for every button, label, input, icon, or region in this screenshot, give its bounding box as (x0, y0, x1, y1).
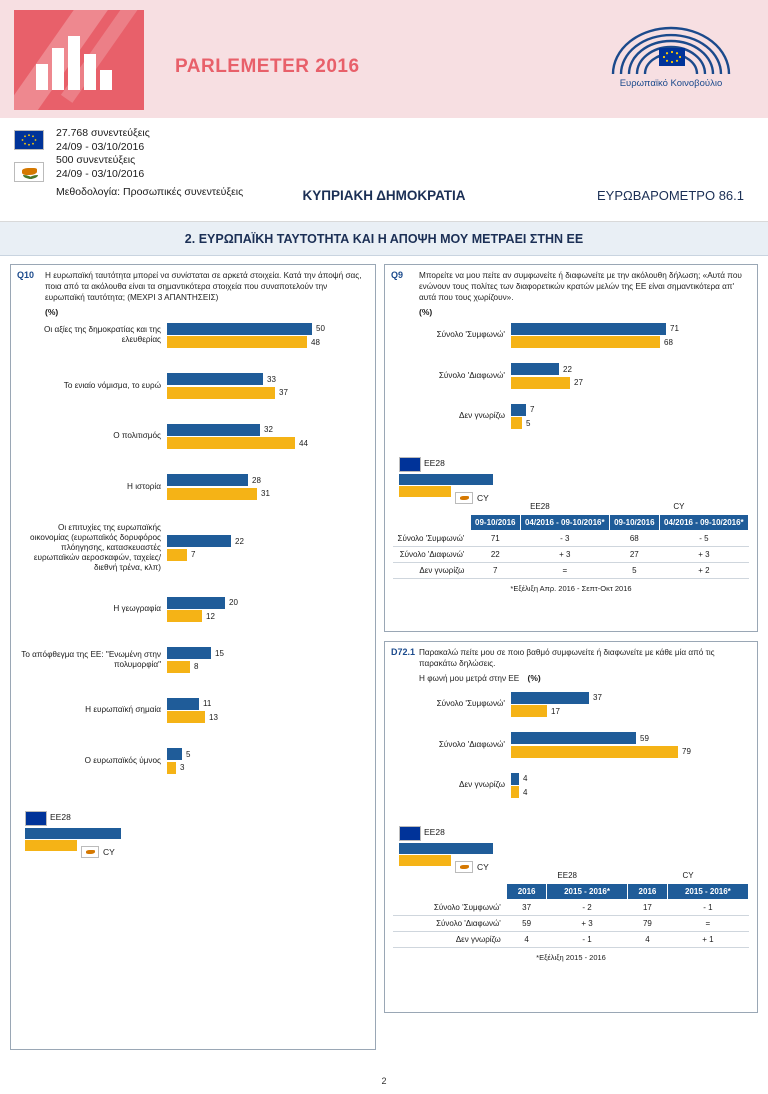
bar-value: 28 (252, 475, 261, 485)
bar-line (511, 404, 751, 416)
table-cell: 68 (609, 531, 659, 547)
q9-code: Q9 (391, 270, 404, 280)
bar-line (167, 323, 369, 335)
bar-line (167, 711, 369, 723)
category-label: Δεν γνωρίζω (459, 780, 505, 790)
european-parliament-logo (596, 24, 746, 89)
bar-value: 7 (191, 550, 196, 560)
category-label: Οι αξίες της δημοκρατίας και της ελευθερίας (44, 325, 161, 345)
legend-bar-cy (399, 486, 451, 497)
bar-line (511, 377, 751, 389)
q10-question: Η ευρωπαϊκή ταυτότητα μπορεί να συνίσταται σε αρκετά στοιχεία. Κατά την άποψή σας, ποια από τα ακόλουθα είναι τα σημαντικότερα στοιχεία που συναποτελούν την ευρωπαϊκή ταυτότητα; (ΜΕΧΡΙ 3 ΑΠΑΝΤΗΣΕΙΣ) (45, 271, 362, 302)
table-row-label: Δεν γνωρίζω (393, 932, 507, 948)
bar-line (167, 597, 369, 609)
ep-logo-label: Ευρωπαϊκό Κοινοβούλιο (619, 78, 723, 89)
bar-line (511, 323, 751, 335)
q9-footnote: *Εξέλιξη Απρ. 2016 - Σεπτ-Οκτ 2016 (510, 584, 632, 593)
chart-row (391, 690, 751, 719)
legend-bar-eu (399, 843, 493, 854)
bar-group (167, 534, 369, 563)
legend-cy-flag-icon (455, 861, 473, 873)
charts-area (0, 256, 768, 1050)
bar-line (167, 535, 369, 547)
bar-cy (167, 387, 275, 399)
bar-line (167, 661, 369, 673)
q10-chart (11, 317, 375, 803)
q9-legend (385, 455, 757, 503)
chart-row (391, 402, 751, 431)
panel-q10 (10, 264, 376, 1050)
eurobarometer-title: ΕΥΡΩΒΑΡΟΜΕΤΡΟ 86.1 (597, 188, 744, 203)
bar-cy (511, 377, 570, 389)
bar-eu28 (511, 363, 559, 375)
table-row-label: Σύνολο 'Διαφωνώ' (393, 547, 470, 563)
q10-unit: (%) (45, 307, 59, 317)
dates-cy: 24/09 - 03/10/2016 (56, 167, 145, 180)
legend-cy-label: CY (477, 861, 489, 872)
bar-eu28 (167, 323, 312, 335)
category-label: Η ευρωπαϊκή σημαία (85, 705, 161, 715)
table-cell: - 1 (667, 900, 748, 916)
table-cell: - 3 (520, 531, 609, 547)
category-label: Ο ευρωπαϊκός ύμνος (84, 755, 161, 765)
bar-eu28 (511, 692, 589, 704)
bar-line (167, 698, 369, 710)
table-group-header: CY (682, 870, 694, 880)
eu-flag-icon (14, 130, 44, 150)
bar-value: 32 (264, 425, 273, 434)
comparison-table (393, 868, 749, 949)
d72-1-unit: (%) (527, 673, 541, 683)
bar-value: 79 (682, 747, 691, 756)
bar-group (511, 321, 751, 350)
table-cell: 5 (609, 563, 659, 579)
legend-cy-flag-icon (455, 492, 473, 504)
bar-value: 71 (670, 324, 679, 333)
bar-eu28 (511, 773, 519, 785)
bar-group (167, 696, 369, 725)
bar-line (511, 773, 751, 785)
bar-value: 5 (526, 418, 531, 428)
bar-eu28 (167, 373, 263, 385)
bar-eu28 (167, 698, 199, 710)
table-column-header: 09-10/2016 (609, 514, 659, 531)
bar-eu28 (167, 647, 211, 659)
table-column-header: 2016 (507, 883, 547, 900)
d72-1-code: D72.1 (391, 647, 416, 657)
cyprus-flag-icon (14, 162, 44, 182)
table-cell: 59 (507, 916, 547, 932)
page-header (0, 0, 768, 118)
bar-value: 13 (209, 712, 218, 722)
chart-row (17, 523, 369, 573)
legend-eu-label: ΕΕ28 (424, 457, 445, 468)
category-label: Σύνολο 'Διαφωνώ' (438, 370, 505, 380)
d72-1-legend (385, 824, 757, 872)
bar-group (167, 595, 369, 624)
bar-value: 27 (574, 378, 583, 387)
bar-value: 48 (311, 337, 320, 347)
legend-bar-cy (25, 840, 77, 851)
table-cell: + 2 (659, 563, 748, 579)
table-row-label: Σύνολο 'Συμφωνώ' (393, 900, 507, 916)
bar-cy (511, 336, 660, 348)
bar-line (511, 786, 751, 798)
bar-cy (167, 661, 190, 673)
table-cell: = (667, 916, 748, 932)
bar-value: 4 (523, 774, 528, 783)
bar-cy (511, 746, 678, 758)
table-cell: 27 (609, 547, 659, 563)
table-cell: + 3 (659, 547, 748, 563)
bar-value: 8 (194, 662, 199, 671)
table-cell: + 3 (546, 916, 627, 932)
bar-line (167, 424, 369, 436)
d72-1-chart (385, 686, 757, 818)
bar-cy (167, 610, 202, 622)
bar-line (167, 474, 369, 486)
table-cell: - 1 (546, 932, 627, 948)
bar-cy (511, 786, 519, 798)
legend-eu-flag-icon (399, 826, 421, 841)
comparison-table (393, 499, 749, 580)
category-label: Σύνολο 'Συμφωνώ' (436, 330, 505, 340)
table-row (393, 916, 749, 932)
bar-line (167, 387, 369, 399)
legend-cy-label: CY (103, 847, 115, 857)
table-group-header: CY (673, 501, 685, 511)
legend-eu-flag-icon (399, 457, 421, 472)
bar-group (511, 690, 751, 719)
table-cell: 71 (470, 531, 520, 547)
country-title: ΚΥΠΡΙΑΚΗ ΔΗΜΟΚΡΑΤΙΑ (302, 188, 466, 203)
page-number: 2 (381, 1076, 387, 1086)
bar-line (167, 610, 369, 622)
table-cell: 4 (628, 932, 668, 948)
legend-bar-eu (25, 828, 121, 839)
bar-value: 7 (530, 405, 535, 414)
category-label: Το ενιαίο νόμισμα, το ευρώ (63, 380, 161, 390)
bar-line (167, 748, 369, 760)
bar-eu28 (511, 323, 666, 335)
bar-cy (167, 549, 187, 561)
bar-cy (167, 711, 205, 723)
bar-value: 37 (279, 388, 288, 397)
panel-q9 (384, 264, 758, 632)
table-column-header: 2016 (628, 883, 668, 900)
interviews-cy: 500 συνεντεύξεις (56, 154, 136, 166)
table-row (393, 547, 749, 563)
bar-cy (167, 488, 257, 500)
bar-value: 12 (206, 611, 215, 621)
table-column-header: 2015 - 2016* (546, 883, 627, 900)
bar-value: 4 (523, 787, 528, 797)
chart-row (17, 747, 369, 776)
table-group-header: ΕΕ28 (530, 501, 550, 511)
table-column-header: 09-10/2016 (470, 514, 520, 531)
table-cell: 79 (628, 916, 668, 932)
bar-eu28 (511, 732, 636, 744)
category-label: Η ιστορία (127, 481, 161, 491)
bar-group (511, 731, 751, 760)
legend-cy-flag-icon (81, 846, 99, 858)
table-row (393, 932, 749, 948)
d72-1-subtitle: Η φωνή μου μετρά στην ΕΕ (419, 674, 520, 683)
bar-line (167, 336, 369, 348)
chart-row (17, 473, 369, 502)
table-cell: 37 (507, 900, 547, 916)
parlemeter-logo (14, 10, 144, 110)
bar-cy (167, 336, 307, 348)
bar-line (167, 488, 369, 500)
q9-chart (385, 317, 757, 449)
q9-unit: (%) (419, 307, 433, 317)
chart-row (391, 321, 751, 350)
bar-eu28 (167, 748, 182, 760)
bar-value: 5 (186, 749, 191, 759)
bar-line (511, 705, 751, 717)
bar-line (511, 363, 751, 375)
table-cell: 17 (628, 900, 668, 916)
bar-value: 59 (640, 733, 649, 743)
bar-value: 20 (229, 598, 238, 607)
chart-row (17, 422, 369, 451)
d72-1-table-wrap (385, 868, 757, 949)
bar-eu28 (167, 424, 260, 436)
chart-row (391, 362, 751, 391)
category-label: Η γεωγραφία (113, 604, 161, 614)
panel-d72-1 (384, 641, 758, 1013)
bar-group (167, 473, 369, 502)
bar-cy (167, 437, 295, 449)
table-cell: - 5 (659, 531, 748, 547)
bar-line (511, 692, 751, 704)
table-column-header: 04/2016 - 09-10/2016* (659, 514, 748, 531)
legend-bar-eu (399, 474, 493, 485)
table-row-label: Σύνολο 'Διαφωνώ' (393, 916, 507, 932)
bar-line (167, 373, 369, 385)
table-cell: 22 (470, 547, 520, 563)
category-label: Ο πολιτισμός (113, 431, 161, 441)
bar-line (167, 437, 369, 449)
section-title: 2. ΕΥΡΩΠΑΪΚΗ ΤΑΥΤΟΤΗΤΑ ΚΑΙ Η ΑΠΟΨΗ ΜΟΥ ΜΕΤΡΑΕΙ ΣΤΗΝ ΕΕ (184, 231, 584, 246)
survey-meta-bar (0, 118, 768, 222)
section-title-bar (0, 222, 768, 256)
table-header-row (393, 883, 749, 900)
table-cell: 4 (507, 932, 547, 948)
d72-1-question: Παρακαλώ πείτε μου σε ποιο βαθμό συμφωνείτε ή διαφωνείτε με κάθε μία από τις παρακάτω δηλώσεις. (419, 648, 715, 668)
legend-cy-label: CY (477, 492, 489, 503)
bar-line (167, 762, 369, 774)
bar-value: 68 (664, 337, 673, 347)
table-row (393, 563, 749, 579)
interviews-eu: 27.768 συνεντεύξεις (56, 127, 150, 139)
table-column-header: 04/2016 - 09-10/2016* (520, 514, 609, 531)
methodology: Μεθοδολογία: Προσωπικές συνεντεύξεις (56, 186, 244, 198)
table-row-label: Δεν γνωρίζω (393, 563, 470, 579)
bar-value: 50 (316, 324, 325, 333)
chart-row (17, 646, 369, 675)
bar-group (511, 362, 751, 391)
table-cell: = (520, 563, 609, 579)
bar-value: 31 (261, 489, 270, 498)
table-cell: - 2 (546, 900, 627, 916)
table-group-row (393, 868, 749, 884)
q9-question: Μπορείτε να μου πείτε αν συμφωνείτε ή διαφωνείτε με την ακόλουθη δήλωση; «Αυτά που ενώνουν τους πολίτες των διαφορετικών κρατών μελών της ΕΕ είναι σημαντικότερα απ' αυτά που τους χωρίζουν». (419, 271, 742, 302)
table-header-row (393, 514, 749, 531)
bar-eu28 (167, 597, 225, 609)
bar-group (167, 372, 369, 401)
bar-value: 15 (215, 648, 224, 658)
table-cell: 7 (470, 563, 520, 579)
table-cell: + 3 (520, 547, 609, 563)
bar-group (167, 321, 369, 350)
table-group-row (393, 499, 749, 515)
bar-value: 11 (203, 699, 212, 708)
legend-eu-label: ΕΕ28 (424, 826, 445, 837)
table-group-header: ΕΕ28 (557, 870, 577, 880)
bar-group (167, 747, 369, 776)
bar-line (511, 746, 751, 758)
bar-group (167, 422, 369, 451)
bar-eu28 (511, 404, 526, 416)
dates-eu: 24/09 - 03/10/2016 (56, 140, 145, 153)
category-label: Οι επιτυχίες της ευρωπαϊκής οικονομίας (ευρωπαϊκός δορυφόρος πλόηγησης, κατασκευαστές ευρωπαϊκών αεροσκαφών, ταχείες/διεθνή τρένα, κλπ) (30, 523, 161, 572)
hemicycle-icon (596, 24, 746, 76)
bar-cy (511, 705, 547, 717)
bar-value: 44 (299, 438, 308, 448)
bar-line (511, 417, 751, 429)
bar-value: 22 (563, 364, 572, 374)
table-column-header: 2015 - 2016* (667, 883, 748, 900)
chart-row (17, 372, 369, 401)
bar-value: 33 (267, 374, 276, 384)
bar-group (511, 771, 751, 800)
q9-table-wrap (385, 499, 757, 580)
legend-eu-flag-icon (25, 811, 47, 826)
legend-bar-cy (399, 855, 451, 866)
table-row (393, 900, 749, 916)
table-row (393, 531, 749, 547)
bar-eu28 (167, 474, 248, 486)
chart-row (17, 595, 369, 624)
q10-code: Q10 (17, 270, 35, 280)
q10-legend (11, 809, 375, 855)
bar-value: 3 (180, 763, 185, 772)
category-label: Δεν γνωρίζω (459, 411, 505, 421)
table-cell: + 1 (667, 932, 748, 948)
logo-bars-icon (36, 36, 112, 90)
bar-value: 17 (551, 706, 560, 716)
right-column (384, 264, 758, 1050)
bar-cy (511, 417, 522, 429)
table-row-label: Σύνολο 'Συμφωνώ' (393, 531, 470, 547)
bar-line (511, 336, 751, 348)
legend-eu-label: ΕΕ28 (50, 812, 71, 822)
bar-value: 37 (593, 693, 602, 702)
chart-row (17, 321, 369, 350)
bar-group (511, 402, 751, 431)
category-label: Σύνολο 'Συμφωνώ' (436, 699, 505, 709)
bar-line (511, 732, 751, 744)
bar-line (167, 647, 369, 659)
bar-cy (167, 762, 176, 774)
parlemeter-title: PARLEMETER 2016 (175, 56, 360, 77)
chart-row (391, 771, 751, 800)
chart-row (391, 731, 751, 760)
category-label: Το απόφθεγμα της ΕΕ: "Ενωμένη στην πολυμορφία" (21, 649, 161, 669)
bar-line (167, 549, 369, 561)
category-label: Σύνολο 'Διαφωνώ' (438, 739, 505, 749)
bar-group (167, 646, 369, 675)
d72-1-footnote: *Εξέλιξη 2015 - 2016 (536, 953, 606, 962)
bar-eu28 (167, 535, 231, 547)
chart-row (17, 696, 369, 725)
left-column (10, 264, 376, 1050)
bar-value: 22 (235, 536, 244, 546)
